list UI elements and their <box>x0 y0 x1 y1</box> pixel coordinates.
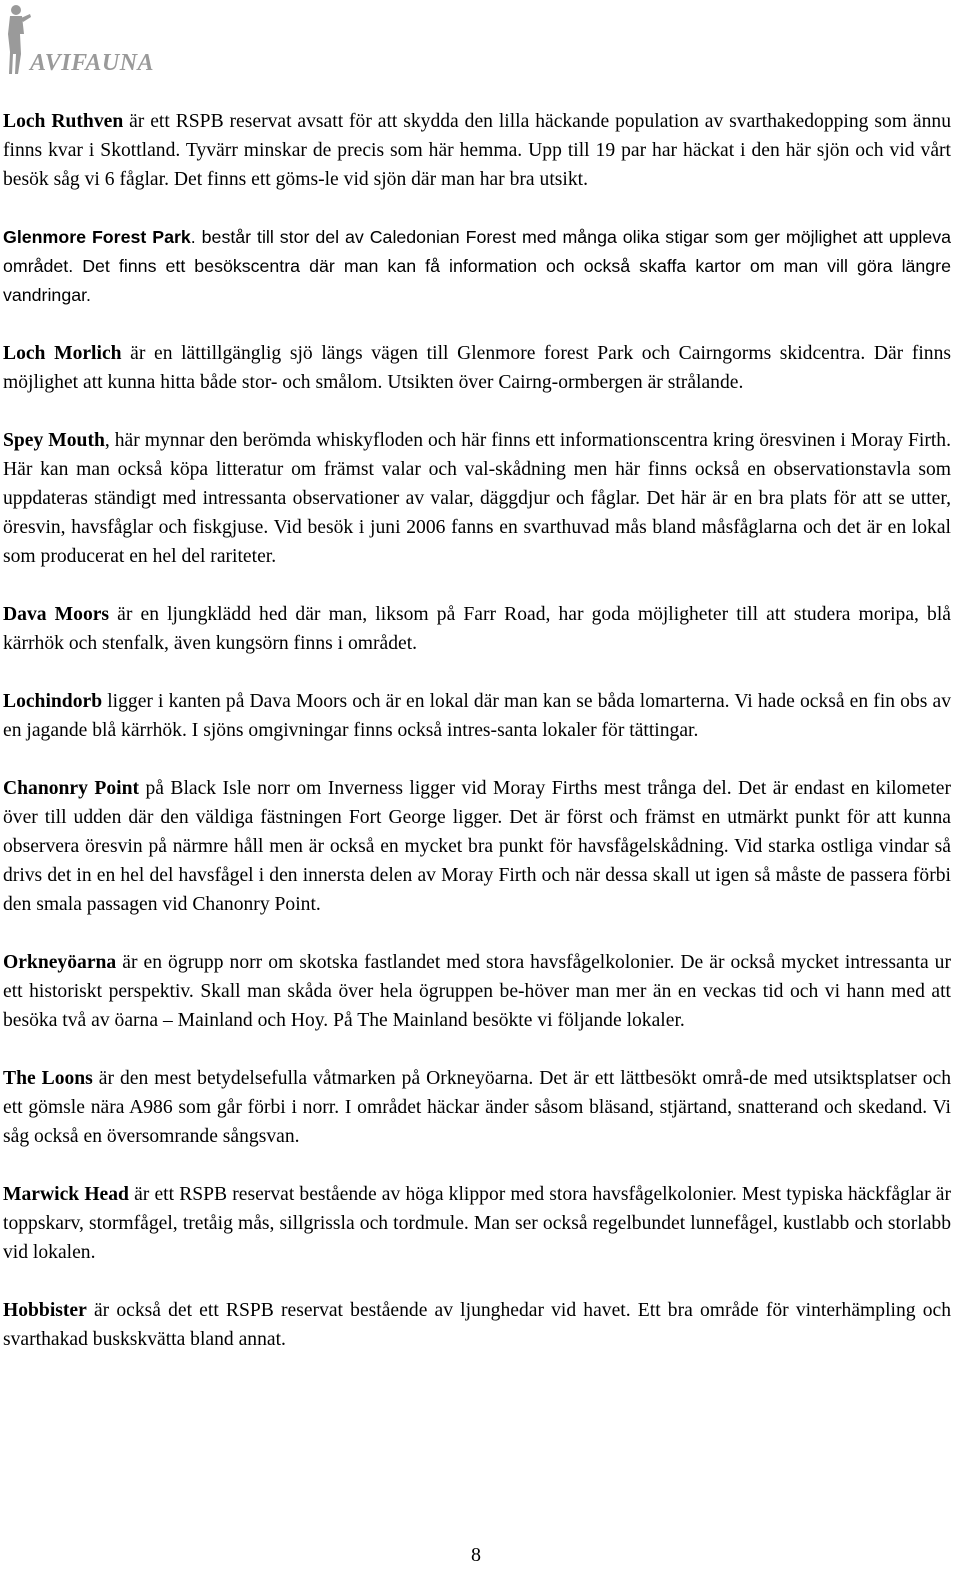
paragraph-spey-mouth <box>3 426 951 571</box>
location-name: Orkneyöarna <box>3 952 117 973</box>
paragraph-glenmore-forest-park <box>3 223 951 310</box>
document-body <box>3 107 951 1383</box>
paragraph-lochindorb <box>3 687 951 745</box>
paragraph-orkneyoarna <box>3 948 951 1035</box>
paragraph-hobbister <box>3 1296 951 1354</box>
logo-text: AVIFAUNA <box>30 50 155 76</box>
paragraph-text: är en ljungklädd hed där man, liksom på Farr Road, har goda möjligheter till att studera moripa, blå kärrhök och stenfalk, även kungsörn finns i området. <box>3 604 951 654</box>
location-name: Lochindorb <box>3 691 103 712</box>
location-name: Loch Ruthven <box>3 111 124 132</box>
paragraph-text: är en ögrupp norr om skotska fastlandet med stora havsfågelkolonier. De är också mycket intressanta ur ett historiskt perspektiv. Skall man skåda över hela ögruppen be-höver man mer än en veckas tid och vi hann med att besöka två av öarna – Mainland och Hoy. På The Mainland besökte vi följande lokaler. <box>3 952 951 1031</box>
location-name: Marwick Head <box>3 1184 129 1205</box>
location-name: Spey Mouth <box>3 430 105 451</box>
paragraph-text: . består till stor del av Caledonian Forest med många olika stigar som ger möjlighet att uppleva området. Det finns ett besökscentra där man kan få information och också skaffa kartor om man vill göra längre vandringar. <box>3 227 951 305</box>
paragraph-text: på Black Isle norr om Inverness ligger vid Moray Firths mest trånga del. Det är endast en kilometer över till udden där den väldiga fästningen Fort George ligger. Det är först och främst en utmärkt punkt för att kunna observera öresvin på närmre håll men är också en mycket bra punkt för havsfågelskådning. Vid starka ostliga vindar så drivs det in en hel del havsfågel i den innersta delen av Moray Firth och när dessa skall ut igen så måste de passera förbi den smala passagen vid Chanonry Point. <box>3 778 951 915</box>
avifauna-logo <box>4 4 174 76</box>
paragraph-text: är en lättillgänglig sjö längs vägen till Glenmore forest Park och Cairngorms skidcentra. Där finns möjlighet att kunna hitta både stor- och smålom. Utsikten över Cairng-ormbergen är strålande. <box>3 343 952 393</box>
location-name: Chanonry Point <box>3 778 140 799</box>
paragraph-loch-ruthven <box>3 107 951 194</box>
paragraph-the-loons <box>3 1064 951 1151</box>
page-number: 8 <box>471 1544 481 1566</box>
paragraph-marwick-head <box>3 1180 951 1267</box>
location-name: Hobbister <box>3 1300 87 1321</box>
paragraph-loch-morlich <box>3 339 951 397</box>
paragraph-text: är den mest betydelsefulla våtmarken på Orkneyöarna. Det är ett lättbesökt områ-de med utsiktsplatser och ett gömsle nära A986 som går förbi i norr. I området häckar änder såsom bläsand, stjärtand, snatterand och skedand. Vi såg också en översomrande sångsvan. <box>3 1068 951 1147</box>
paragraph-text: , här mynnar den berömda whiskyfloden och här finns ett informationscentra kring öresvinen i Moray Firth. Här kan man också köpa litteratur om främst valar och val-skådning men här finns också en observationstavla som uppdateras ständigt med intressanta observationer av valar, däggdjur och fåglar. Det här är en bra plats för att se utter, öresvin, havsfåglar och fiskgjuse. Vid besök i juni 2006 fanns en svarthuvad mås bland måsfåglarna och det är en lokal som producerat en hel del rariteter. <box>3 430 951 567</box>
paragraph-text: är ett RSPB reservat avsatt för att skydda den lilla häckande population av svarthakedopping som ännu finns kvar i Skottland. Tyvärr minskar de precis som här hemma. Upp till 19 par har häckat i den här sjön och vid vårt besök såg vi 6 fåglar. Det finns ett göms-le vid sjön där man har bra utsikt. <box>3 111 951 190</box>
location-name: Dava Moors <box>3 604 110 625</box>
location-name: The Loons <box>3 1068 93 1089</box>
paragraph-text: är också det ett RSPB reservat bestående av ljunghedar vid havet. Ett bra område för vinterhämpling och svarthakad buskskvätta bland annat. <box>3 1300 951 1350</box>
location-name: Loch Morlich <box>3 343 122 364</box>
paragraph-chanonry-point <box>3 774 951 919</box>
location-name: Glenmore Forest Park <box>3 227 191 247</box>
paragraph-dava-moors <box>3 600 951 658</box>
paragraph-text: ligger i kanten på Dava Moors och är en lokal där man kan se båda lomarterna. Vi hade också en fin obs av en jagande blå kärrhök. I sjöns omgivningar finns också intres-santa lokaler för tättingar. <box>3 691 951 741</box>
paragraph-text: är ett RSPB reservat bestående av höga klippor med stora havsfågelkolonier. Mest typiska häckfåglar är toppskarv, stormfågel, tretåig mås, sillgrissla och tordmule. Man ser också regelbundet lunnefågel, kustlabb och storlabb vid lokalen. <box>3 1184 951 1263</box>
